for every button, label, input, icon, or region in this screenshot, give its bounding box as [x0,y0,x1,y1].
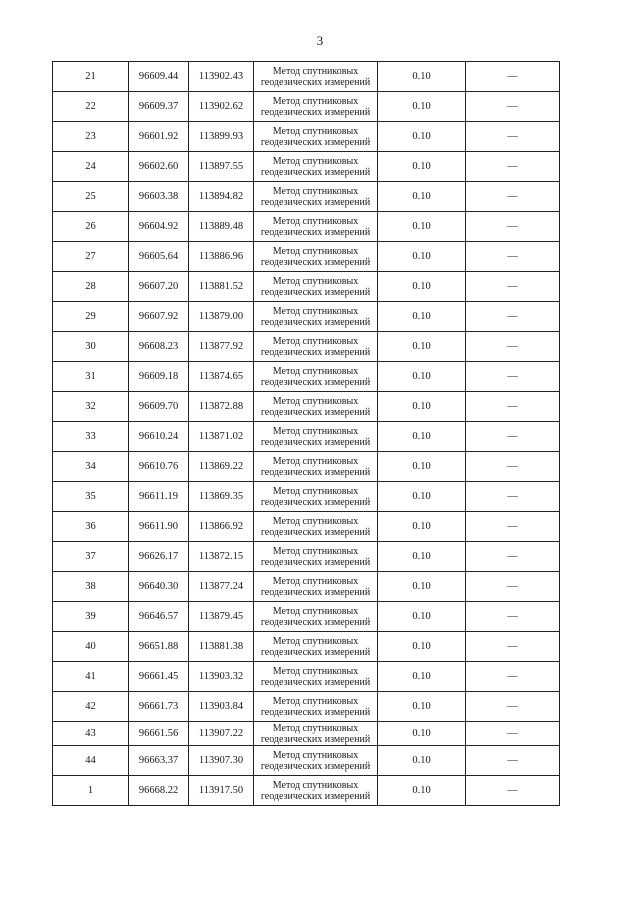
method-line: Метод спутниковых [272,779,359,791]
point-number-cell: 41 [53,662,129,692]
x-coordinate-cell: 96607.20 [129,272,189,302]
point-number-cell: 27 [53,242,129,272]
accuracy-cell: 0.10 [378,182,466,212]
method-line: геодезических измерений [260,616,371,628]
accuracy-cell: 0.10 [378,392,466,422]
method-cell [254,512,378,542]
description-cell: — [466,512,560,542]
accuracy-cell: 0.10 [378,662,466,692]
x-coordinate-cell: 96661.73 [129,692,189,722]
method-line: Метод спутниковых [272,125,359,137]
method-line: геодезических измерений [260,286,371,298]
method-line: геодезических измерений [260,376,371,388]
y-coordinate-cell: 113866.92 [189,512,254,542]
description-cell: — [466,212,560,242]
point-number-cell: 32 [53,392,129,422]
description-cell: — [466,272,560,302]
y-coordinate-cell: 113869.22 [189,452,254,482]
point-number-cell: 22 [53,92,129,122]
accuracy-cell: 0.10 [378,122,466,152]
y-coordinate-cell: 113877.24 [189,572,254,602]
y-coordinate-cell: 113881.52 [189,272,254,302]
x-coordinate-cell: 96663.37 [129,746,189,776]
method-cell [254,746,378,776]
table-row [53,692,560,722]
x-coordinate-cell: 96601.92 [129,122,189,152]
y-coordinate-cell: 113894.82 [189,182,254,212]
accuracy-cell: 0.10 [378,632,466,662]
y-coordinate-cell: 113902.62 [189,92,254,122]
y-coordinate-cell: 113903.84 [189,692,254,722]
point-number-cell: 28 [53,272,129,302]
description-cell: — [466,776,560,806]
method-cell [254,722,378,746]
accuracy-cell: 0.10 [378,302,466,332]
x-coordinate-cell: 96608.23 [129,332,189,362]
method-line: геодезических измерений [260,136,371,148]
accuracy-cell: 0.10 [378,542,466,572]
method-line: Метод спутниковых [272,365,359,377]
point-number-cell: 36 [53,512,129,542]
description-cell: — [466,332,560,362]
method-cell [254,122,378,152]
method-line: геодезических измерений [260,676,371,688]
method-cell [254,92,378,122]
method-line: геодезических измерений [260,586,371,598]
method-line: геодезических измерений [260,196,371,208]
table-row [53,452,560,482]
x-coordinate-cell: 96651.88 [129,632,189,662]
description-cell: — [466,392,560,422]
method-line: геодезических измерений [260,760,371,772]
method-line: Метод спутниковых [272,215,359,227]
y-coordinate-cell: 113907.22 [189,722,254,746]
method-cell [254,182,378,212]
point-number-cell: 33 [53,422,129,452]
method-line: Метод спутниковых [272,335,359,347]
method-line: Метод спутниковых [272,575,359,587]
method-cell [254,572,378,602]
x-coordinate-cell: 96609.70 [129,392,189,422]
method-cell [254,662,378,692]
method-cell [254,212,378,242]
method-line: геодезических измерений [260,346,371,358]
accuracy-cell: 0.10 [378,152,466,182]
point-number-cell: 35 [53,482,129,512]
description-cell: — [466,152,560,182]
table-row [53,632,560,662]
y-coordinate-cell: 113877.92 [189,332,254,362]
method-cell [254,152,378,182]
x-coordinate-cell: 96610.76 [129,452,189,482]
method-cell [254,422,378,452]
accuracy-cell: 0.10 [378,722,466,746]
accuracy-cell: 0.10 [378,332,466,362]
x-coordinate-cell: 96605.64 [129,242,189,272]
description-cell: — [466,746,560,776]
method-cell [254,332,378,362]
method-line: геодезических измерений [260,76,371,88]
accuracy-cell: 0.10 [378,422,466,452]
y-coordinate-cell: 113899.93 [189,122,254,152]
description-cell: — [466,692,560,722]
y-coordinate-cell: 113889.48 [189,212,254,242]
method-cell [254,692,378,722]
point-number-cell: 44 [53,746,129,776]
page-number: 3 [316,33,324,48]
method-line: Метод спутниковых [272,545,359,557]
x-coordinate-cell: 96603.38 [129,182,189,212]
accuracy-cell: 0.10 [378,482,466,512]
description-cell: — [466,62,560,92]
x-coordinate-cell: 96611.90 [129,512,189,542]
table-row [53,92,560,122]
x-coordinate-cell: 96604.92 [129,212,189,242]
point-number-cell: 26 [53,212,129,242]
accuracy-cell: 0.10 [378,746,466,776]
accuracy-cell: 0.10 [378,62,466,92]
coordinates-table [52,61,560,806]
x-coordinate-cell: 96646.57 [129,602,189,632]
point-number-cell: 43 [53,722,129,746]
table-row [53,182,560,212]
accuracy-cell: 0.10 [378,692,466,722]
accuracy-cell: 0.10 [378,452,466,482]
method-line: геодезических измерений [260,166,371,178]
accuracy-cell: 0.10 [378,272,466,302]
method-cell [254,542,378,572]
accuracy-cell: 0.10 [378,212,466,242]
point-number-cell: 42 [53,692,129,722]
point-number-cell: 30 [53,332,129,362]
table-row [53,482,560,512]
x-coordinate-cell: 96661.56 [129,722,189,746]
accuracy-cell: 0.10 [378,362,466,392]
method-cell [254,632,378,662]
method-line: Метод спутниковых [272,695,359,707]
description-cell: — [466,722,560,746]
coordinates-table-body [53,62,560,806]
y-coordinate-cell: 113871.02 [189,422,254,452]
y-coordinate-cell: 113903.32 [189,662,254,692]
x-coordinate-cell: 96609.44 [129,62,189,92]
method-line: Метод спутниковых [272,749,359,761]
point-number-cell: 31 [53,362,129,392]
description-cell: — [466,602,560,632]
method-cell [254,302,378,332]
x-coordinate-cell: 96640.30 [129,572,189,602]
description-cell: — [466,242,560,272]
x-coordinate-cell: 96609.37 [129,92,189,122]
point-number-cell: 21 [53,62,129,92]
y-coordinate-cell: 113872.15 [189,542,254,572]
y-coordinate-cell: 113907.30 [189,746,254,776]
table-row [53,422,560,452]
description-cell: — [466,542,560,572]
method-line: Метод спутниковых [272,95,359,107]
description-cell: — [466,182,560,212]
point-number-cell: 29 [53,302,129,332]
table-row [53,722,560,746]
accuracy-cell: 0.10 [378,776,466,806]
method-line: геодезических измерений [260,316,371,328]
method-line: Метод спутниковых [272,395,359,407]
method-line: Метод спутниковых [272,305,359,317]
table-row [53,512,560,542]
method-line: Метод спутниковых [272,275,359,287]
method-cell [254,776,378,806]
method-line: Метод спутниковых [272,635,359,647]
y-coordinate-cell: 113902.43 [189,62,254,92]
method-cell [254,392,378,422]
description-cell: — [466,302,560,332]
method-line: Метод спутниковых [272,605,359,617]
description-cell: — [466,92,560,122]
table-row [53,122,560,152]
x-coordinate-cell: 96610.24 [129,422,189,452]
method-line: геодезических измерений [260,733,371,745]
point-number-cell: 40 [53,632,129,662]
method-cell [254,452,378,482]
method-line: Метод спутниковых [272,185,359,197]
point-number-cell: 24 [53,152,129,182]
x-coordinate-cell: 96626.17 [129,542,189,572]
table-row [53,392,560,422]
y-coordinate-cell: 113881.38 [189,632,254,662]
table-row [53,302,560,332]
accuracy-cell: 0.10 [378,602,466,632]
description-cell: — [466,452,560,482]
y-coordinate-cell: 113872.88 [189,392,254,422]
table-row [53,572,560,602]
method-cell [254,362,378,392]
y-coordinate-cell: 113869.35 [189,482,254,512]
method-line: Метод спутниковых [272,425,359,437]
method-line: Метод спутниковых [272,245,359,257]
point-number-cell: 23 [53,122,129,152]
y-coordinate-cell: 113879.00 [189,302,254,332]
table-row [53,662,560,692]
method-line: геодезических измерений [260,436,371,448]
point-number-cell: 39 [53,602,129,632]
table-row [53,62,560,92]
accuracy-cell: 0.10 [378,92,466,122]
method-line: Метод спутниковых [272,455,359,467]
method-line: геодезических измерений [260,556,371,568]
table-row [53,332,560,362]
accuracy-cell: 0.10 [378,242,466,272]
method-line: геодезических измерений [260,790,371,802]
method-line: Метод спутниковых [272,485,359,497]
method-line: геодезических измерений [260,406,371,418]
method-line: геодезических измерений [260,466,371,478]
x-coordinate-cell: 96611.19 [129,482,189,512]
point-number-cell: 25 [53,182,129,212]
table-row [53,212,560,242]
method-line: геодезических измерений [260,106,371,118]
table-row [53,272,560,302]
method-cell [254,272,378,302]
point-number-cell: 38 [53,572,129,602]
description-cell: — [466,362,560,392]
y-coordinate-cell: 113874.65 [189,362,254,392]
accuracy-cell: 0.10 [378,572,466,602]
method-line: Метод спутниковых [272,665,359,677]
method-line: геодезических измерений [260,226,371,238]
table-row [53,746,560,776]
point-number-cell: 1 [53,776,129,806]
method-line: Метод спутниковых [272,722,359,734]
method-line: геодезических измерений [260,496,371,508]
method-line: Метод спутниковых [272,515,359,527]
method-cell [254,602,378,632]
table-row [53,242,560,272]
y-coordinate-cell: 113897.55 [189,152,254,182]
x-coordinate-cell: 96607.92 [129,302,189,332]
description-cell: — [466,662,560,692]
x-coordinate-cell: 96661.45 [129,662,189,692]
description-cell: — [466,122,560,152]
y-coordinate-cell: 113879.45 [189,602,254,632]
description-cell: — [466,632,560,662]
method-line: геодезических измерений [260,646,371,658]
x-coordinate-cell: 96602.60 [129,152,189,182]
method-cell [254,62,378,92]
table-row [53,362,560,392]
method-line: геодезических измерений [260,256,371,268]
method-line: Метод спутниковых [272,65,359,77]
description-cell: — [466,482,560,512]
x-coordinate-cell: 96668.22 [129,776,189,806]
method-line: геодезических измерений [260,706,371,718]
y-coordinate-cell: 113886.96 [189,242,254,272]
description-cell: — [466,422,560,452]
y-coordinate-cell: 113917.50 [189,776,254,806]
table-row [53,152,560,182]
point-number-cell: 34 [53,452,129,482]
table-row [53,542,560,572]
method-line: Метод спутниковых [272,155,359,167]
method-cell [254,482,378,512]
table-row [53,776,560,806]
point-number-cell: 37 [53,542,129,572]
accuracy-cell: 0.10 [378,512,466,542]
method-cell [254,242,378,272]
table-row [53,602,560,632]
description-cell: — [466,572,560,602]
x-coordinate-cell: 96609.18 [129,362,189,392]
method-line: геодезических измерений [260,526,371,538]
